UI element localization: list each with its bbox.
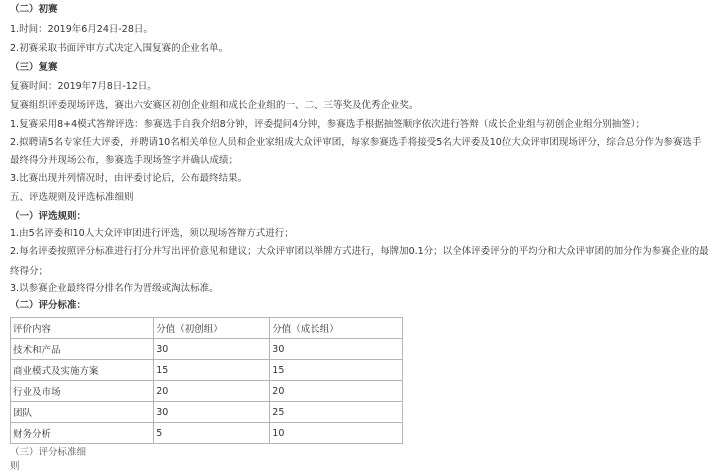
- table-cell: 20: [270, 381, 403, 402]
- table-cell: 15: [154, 360, 270, 381]
- table-cell: 5: [154, 423, 270, 444]
- rematch-item-3: 3.比赛出现并列情况时，由评委讨论后，公布最终结果。: [10, 173, 248, 184]
- table-header-cell: 分值（初创组）: [154, 318, 270, 339]
- table-cell: 商业模式及实施方案: [11, 360, 154, 381]
- prelim-method: 2.初赛采取书面评审方式决定入围复赛的企业名单。: [10, 43, 229, 54]
- table-cell: 30: [270, 339, 403, 360]
- table-row: [11, 423, 403, 444]
- rematch-item-1: 1.复赛采用8+4模式答辩评选：参赛选手自我介绍8分钟，评委提问4分钟，参赛选手根据抽签顺序依次进行答辩（成长企业组与初创企业组分别抽签）；: [10, 119, 645, 130]
- rules-sub-heading-1: （一）评选规则：: [10, 211, 87, 222]
- table-cell: 30: [154, 339, 270, 360]
- rematch-organize: 复赛组织评委现场评选，赛出六安赛区初创企业组和成长企业组的一、二、三等奖及优秀企业奖。: [10, 100, 419, 111]
- rules-item-3: 3.以参赛企业最终得分排名作为晋级或淘汰标准。: [10, 283, 219, 294]
- table-header-cell: 分值（成长组）: [270, 318, 403, 339]
- rules-sub-heading-2: （二）评分标准：: [10, 300, 87, 311]
- table-cell: 25: [270, 402, 403, 423]
- table-cell: 团队: [11, 402, 154, 423]
- prelim-heading: （二）初赛: [10, 4, 58, 15]
- table-cell: 财务分析: [11, 423, 154, 444]
- rematch-heading: （三）复赛: [10, 62, 58, 73]
- table-cell: 10: [270, 423, 403, 444]
- table-header-row: [11, 318, 403, 339]
- rules-section-title: 五、评选规则及评选标准细则: [10, 192, 134, 203]
- table-cell: 行业及市场: [11, 381, 154, 402]
- cutoff-text: （三）评分标准细则: [10, 447, 87, 472]
- table-row: [11, 360, 403, 381]
- table-cell: 15: [270, 360, 403, 381]
- table-row: [11, 381, 403, 402]
- table-cell: 20: [154, 381, 270, 402]
- table-cell: 技术和产品: [11, 339, 154, 360]
- score-table: [10, 317, 403, 444]
- table-cell: 30: [154, 402, 270, 423]
- table-header-cell: 评价内容: [11, 318, 154, 339]
- rematch-time: 复赛时间：2019年7月8日-12日。: [10, 81, 157, 92]
- table-row: [11, 402, 403, 423]
- rules-item-1: 1.由5名评委和10人大众评审团进行评选，须以现场答辩方式进行；: [10, 228, 294, 239]
- rules-item-2: 2.每名评委按照评分标准进行打分并写出评价意见和建议；大众评审团以举牌方式进行，每牌加0.1分；以全体评委评分的平均分和大众评审团的加分作为参赛企业的最终得分；: [10, 246, 709, 277]
- prelim-time: 1.时间：2019年6月24日-28日。: [10, 24, 153, 35]
- rematch-item-2: 2.拟聘请5名专家任大评委，并聘请10名相关单位人员和企业家组成大众评审团，每家参赛选手将接受5名大评委及10位大众评审团现场评分，综合总分作为参赛选手最终得分并现场公布，参赛选手现场签字并确认成绩；: [10, 137, 702, 166]
- table-row: [11, 339, 403, 360]
